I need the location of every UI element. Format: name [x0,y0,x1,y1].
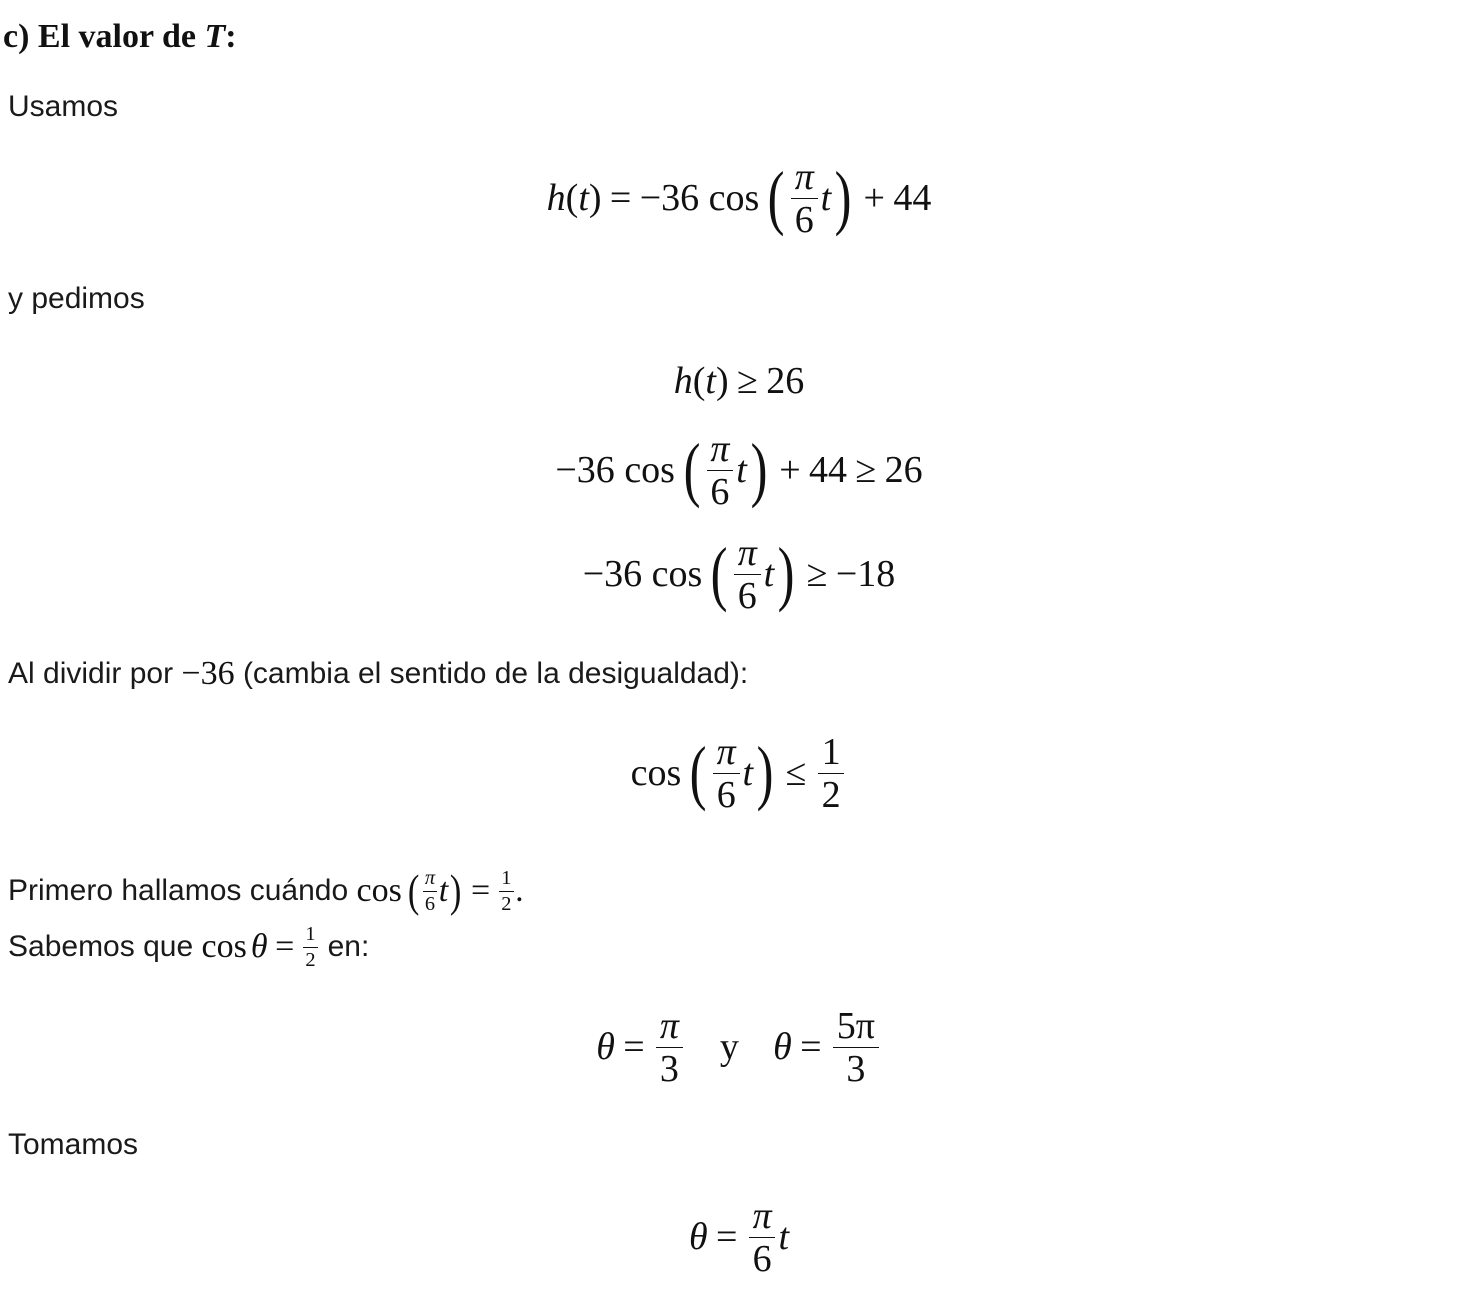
equation-theta-definition: θ = $\frac{\pi}{6}$ t [688,1194,790,1280]
inequality-line-3: −36 cos ( $\frac{\pi}{6}$ t ) ≥ −18 [582,531,896,617]
eq-plus: + [863,177,885,219]
eq-var-h: h [546,177,566,219]
equation-height-function [0,155,1478,241]
inequality-line-1: h ( t ) ≥ 26 [673,360,805,402]
text-sabemos-que: Sabemos que cos θ = $\frac{1}{2}$ en: [8,923,370,971]
eq-fraction-pi-over-6: $\frac{\pi}{6}$ [791,158,818,239]
eq-equals: = [609,177,632,219]
heading-variable: T [204,18,226,55]
eq-big-lparen: ( [767,157,785,238]
eq-const: 44 [893,177,932,219]
equation-theta-solutions: θ = $\frac{\pi}{3}$ y θ = $\frac{5\pi}{3}$ [0,1004,1478,1090]
text-al-dividir: Al dividir por −36 (cambia el sentido de la desigualdad): [8,655,749,692]
section-heading [3,18,237,56]
text-tomamos: Tomamos [8,1128,139,1161]
eq-rparen: ) [588,177,602,219]
text-primero-hallamos: Primero hallamos cuándo cos ( $\frac{\pi}{6}$ t ) = $\frac{1}{2}$ . [8,864,524,916]
inline-neg36: −36 [181,655,235,692]
inequality-line-2: −36 cos ( $\frac{\pi}{6}$ t ) + 44 ≥ 26 [555,427,923,513]
fraction-one-half: $\frac{1}{2}$ [818,733,845,814]
conjunction-y: y [719,1026,739,1068]
eq-big-rparen: ) [834,157,852,238]
eq-coef: −36 [639,177,700,219]
eq-var-t: t [578,177,589,219]
heading-prefix: c) El valor de [3,18,196,55]
eq-lparen: ( [565,177,579,219]
inequality-cos-leq-half: cos ( $\frac{\pi}{6}$ t ) ≤ $\frac{1}{2}$ [0,730,1478,816]
eq-cos: cos [708,177,760,219]
text-usamos: Usamos [8,90,119,123]
eq-var-t2: t [820,177,832,219]
text-y-pedimos: y pedimos [8,282,145,315]
heading-colon: : [225,18,237,55]
